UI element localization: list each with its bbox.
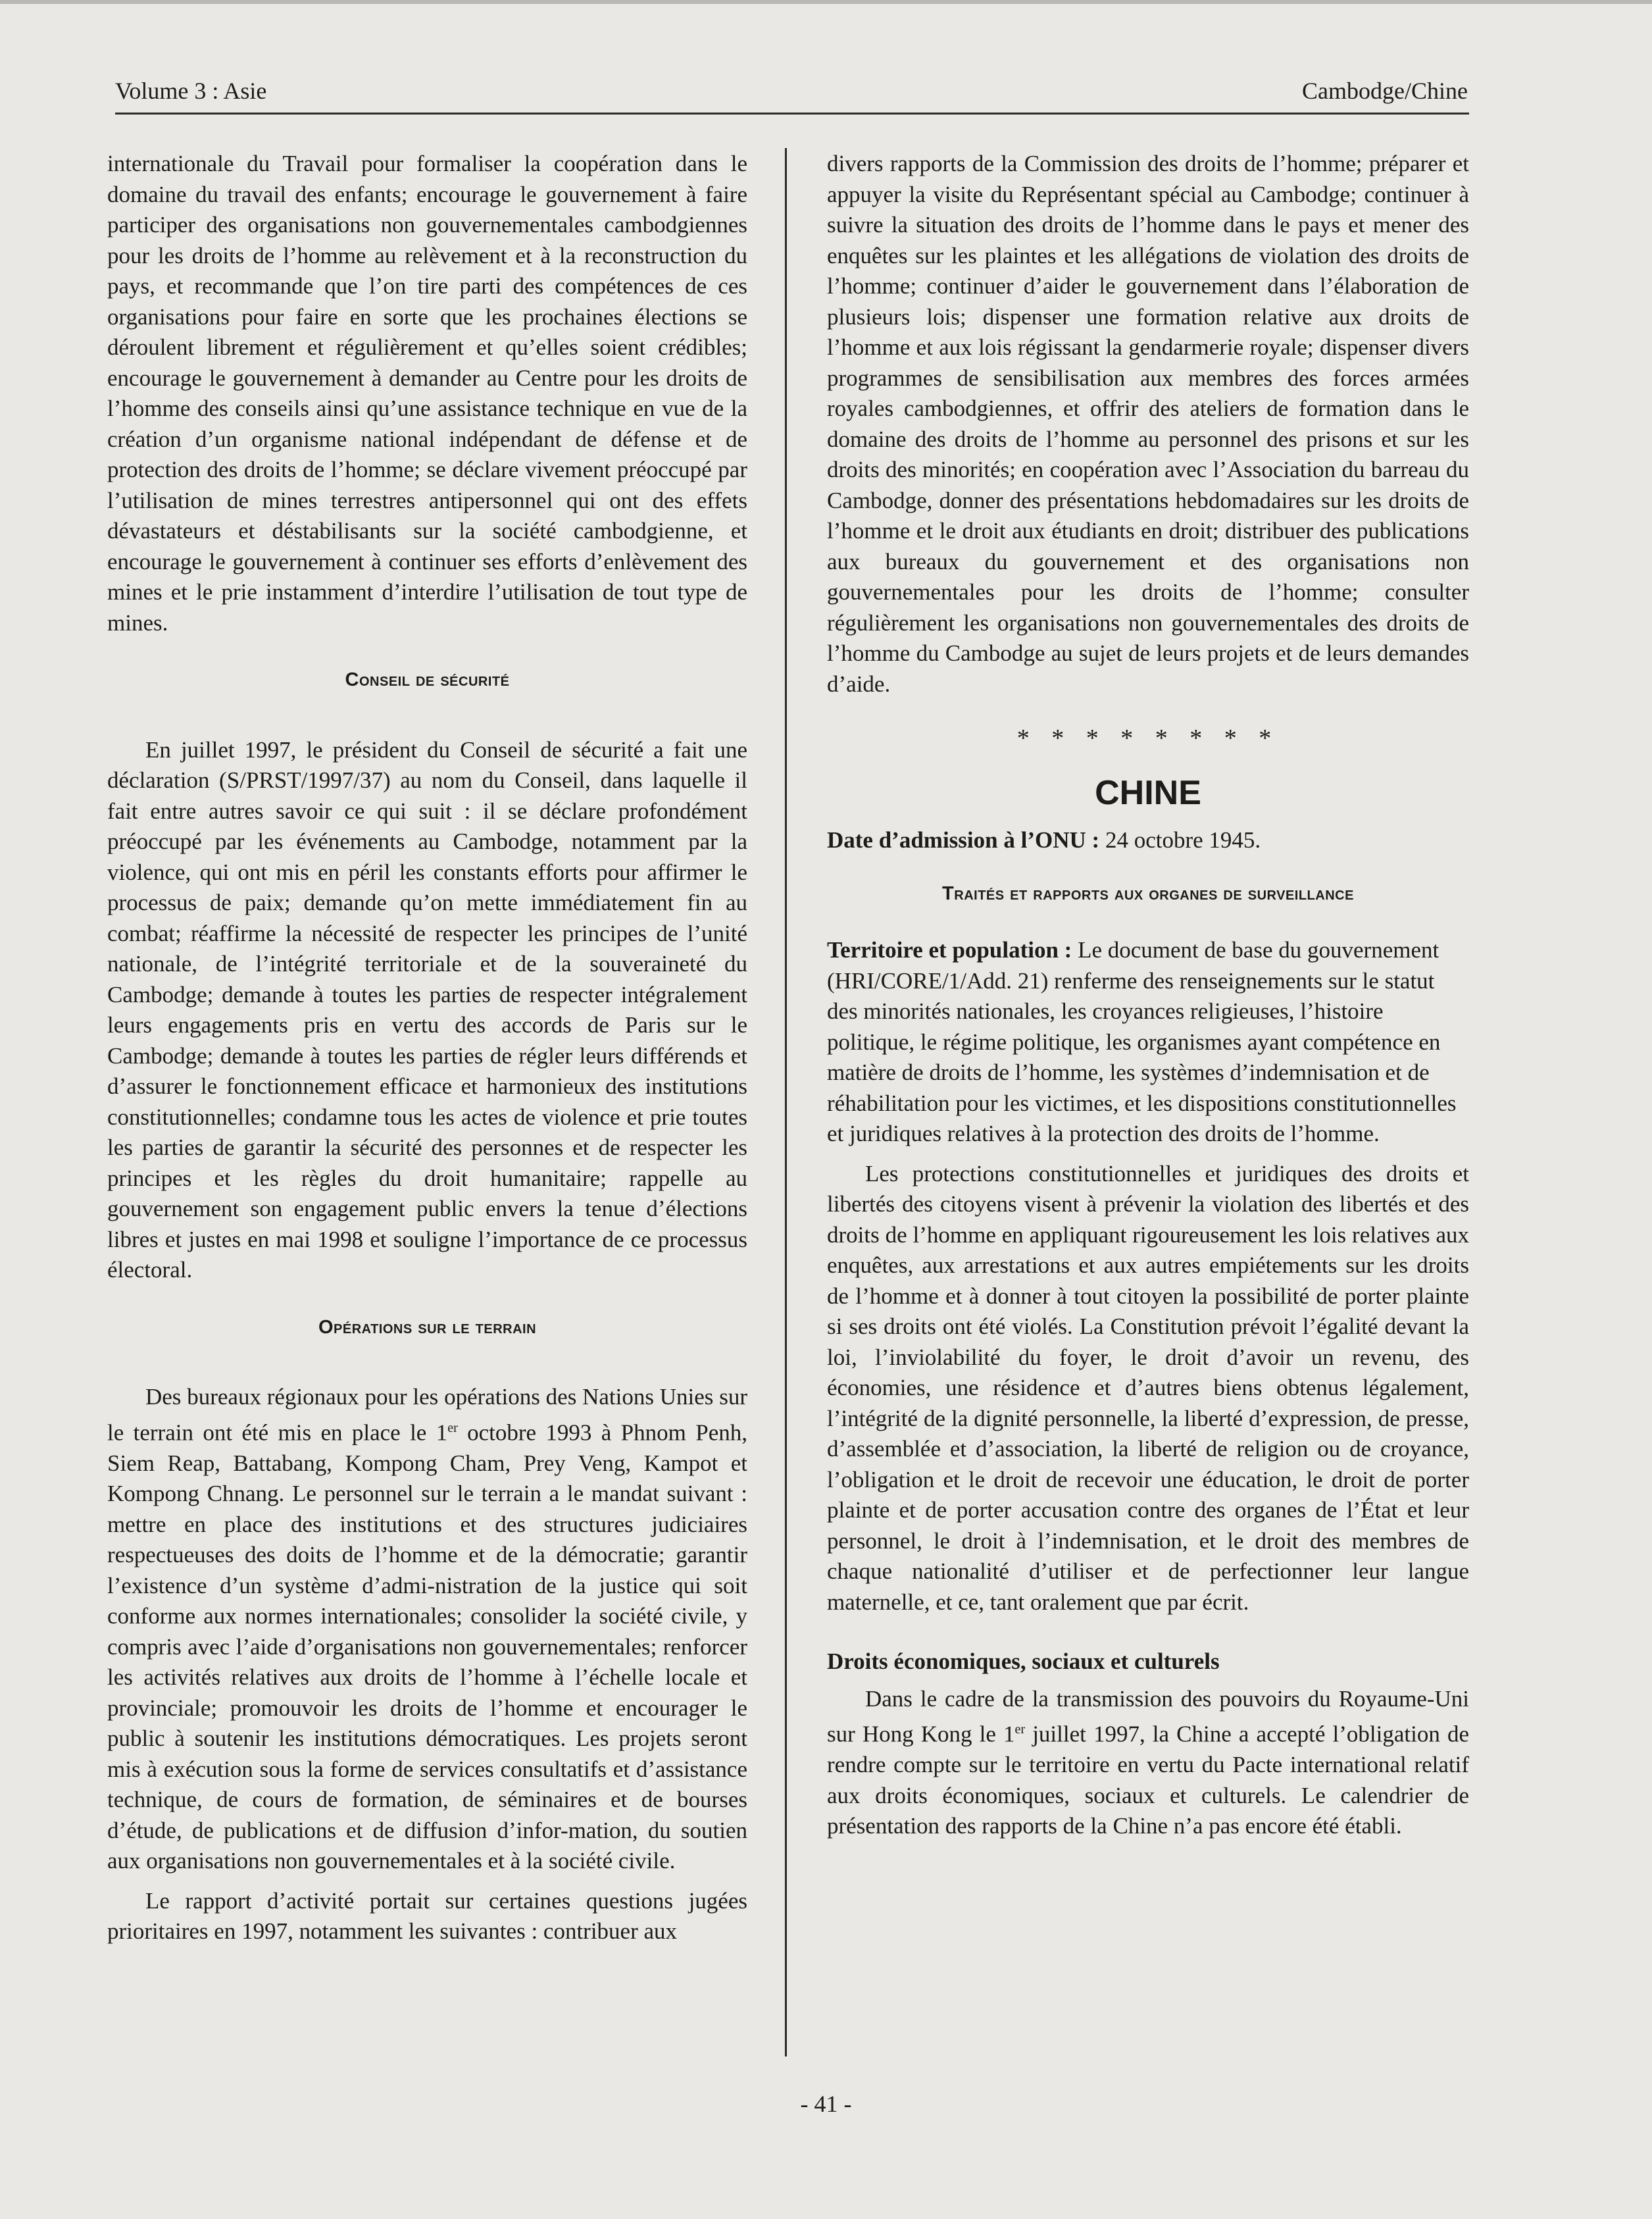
scan-top-edge [0, 0, 1652, 4]
running-header-left: Volume 3 : Asie [115, 78, 267, 104]
admission-label: Date d’admission à l’ONU : [827, 827, 1100, 853]
paragraph-field-operations [107, 1382, 747, 1877]
paragraph-protections: Les protections constitutionnelles et juridiques des droits et libertés des citoyens visent à prévenir la violation des libertés et des droits de l’homme en appliquant rigoureusement les lois relatives aux enquêtes, aux arrestations et aux autres empiétements sur les droits de l’homme et à donner à tout citoyen la possibilité de porter plainte si ses droits ont été violés. La Constitution prévoit l’égalité devant la loi, l’inviolabilité du foyer, le droit d’avoir un revenu, des économies, une résidence et d’autres biens obtenus légalement, l’intégrité de la dignité personnelle, la liberté d’expression, de presse, d’assemblée et d’association, la liberté de religion ou de croyance, l’obligation et le droit de recevoir une éducation, le droit de porter plainte et de porter accusation contre des organes de l’État et leur personnel, le droit à l’indemnisation, et le droit des membres de chaque nationalité d’utiliser et de perfectionner leur langue maternelle, et ce, tant oralement que par écrit. [827, 1160, 1469, 1615]
page-number: - 41 - [800, 2091, 852, 2117]
heading-operations-terrain [107, 1312, 747, 1343]
header-rule [115, 113, 1469, 115]
paragraph-report-continued: divers rapports de la Commission des droits de l’homme; préparer et appuyer la visite du Représentant spécial au Cambodge; continuer à suivre la situation des droits de l’homme dans le pays et mener des enquêtes sur les plaintes et les allégations de violation des droits de l’homme; continuer d’aider le gouvernement dans l’élaboration de plusieurs lois; dispenser une formation relative aux droits de l’homme et aux lois régissant la gendarmerie royale; dispenser divers programmes de sensibilisation aux membres des forces armées royales cambodgiennes, et offrir des ateliers de formation dans le domaine des droits de l’homme au personnel des prisons et sur les droits des minorités; en coopération avec l’Association du barreau du Cambodge, donner des présentations hebdomadaires sur les droits de l’homme et le droit aux étudiants en droit; distribuer des publications aux bureaux du gouvernement et des organisations non gouvernementales pour les droits de l’homme; consulter régulièrement les organisations non gouvernementales des droits de l’homme du Cambodge au sujet de leurs projets et de leurs demandes d’aide. [827, 151, 1469, 697]
paragraph-labour: internationale du Travail pour formaliser la coopération dans le domaine du travail des enfants; encourage le gouvernement à faire participer des organisations non gouvernementales cambodgiennes pour les droits de l’homme au relèvement et à la reconstruction du pays, et recommande que l’on tire parti des compétences de ces organisations pour faire en sorte que les prochaines élections se déroulent librement et régulièrement et qu’elles soient crédibles; encourage le gouvernement à demander au Centre pour les droits de l’homme des conseils ainsi qu’une assistance technique en vue de la création d’un organisme national indépendant de défense et de protection des droits de l’homme; se déclare vivement préoccupé par l’utilisation de mines terrestres antipersonnel qui ont des effets dévastateurs et déstabilisants sur la société cambodgienne, et encourage le gouvernement à continuer ses efforts d’enlèvement des mines et le prie instamment d’interdire l’utilisation de tout type de mines. [107, 151, 747, 636]
country-title: CHINE [1095, 773, 1201, 812]
right-column [827, 149, 1469, 1842]
left-column [107, 149, 747, 1947]
superscript: er [447, 1420, 458, 1435]
column-divider [785, 148, 787, 2056]
paragraph-activity-report: Le rapport d’activité portait sur certaines questions jugées prioritaires en 1997, notamment les suivantes : contribuer aux [107, 1887, 747, 1945]
superscript: er [1014, 1722, 1026, 1737]
running-header-right: Cambodge/Chine [1302, 78, 1468, 104]
paragraph-security-council: En juillet 1997, le président du Conseil de sécurité a fait une déclaration (S/PRST/1997/37) au nom du Conseil, dans laquelle il fait entre autres savoir ce qui suit : il se déclare profondément préoccupé par les événements au Cambodge, notamment par la violence, qui ont mis en péril les constants efforts pour affirmer le processus de paix; demande qu’on mette immédiatement fin au combat; réaffirme la nécessité de respecter les principes de l’unité nationale, de l’intégrité territoriale et de la souveraineté du Cambodge; demande à toutes les parties de respecter intégralement leurs engagements pris en vertu des accords de Paris sur le Cambodge; demande à toutes les parties de régler leurs différends et d’assurer le fonctionnement efficace et harmonieux des institutions constitutionnelles; condamne tous les actes de violence et prie toutes les parties de garantir la sécurité des personnes et de respecter les principes et les règles du droit humanitaire; rappelle au gouvernement son engagement public envers la tenue d’élections libres et justes en mai 1998 et souligne l’importance de ce processus électoral. [107, 736, 747, 1283]
section-separator-stars: * * * * * * * * [1016, 725, 1280, 752]
admission-date [827, 825, 1469, 856]
paragraph-territory [827, 935, 1469, 1150]
heading-droits-economiques: Droits économiques, sociaux et culturels [827, 1648, 1220, 1674]
heading-text: Opérations sur le terrain [318, 1316, 537, 1338]
text-run: juillet 1997, la Chine a accepté l’obligation de rendre compte sur le territoire en vertu du Pacte international relatif aux droits économiques, sociaux et culturels. Le calendrier de présentation des rapports de la Chine n’a pas encore été établi. [827, 1721, 1469, 1839]
heading-text: Traités et rapports aux organes de surveillance [942, 882, 1354, 904]
heading-conseil-securite [107, 665, 747, 696]
territory-label: Territoire et population : [827, 937, 1072, 963]
heading-traites [827, 879, 1469, 909]
text-run: Dans le cadre de la transmission des pouvoirs du Royaume-Uni sur Hong Kong le 1 [827, 1685, 1469, 1747]
text-run: Des bureaux régionaux pour les opérations des Nations Unies sur le terrain ont été mis en place le 1 [107, 1384, 747, 1446]
territory-text: Le document de base du gouvernement (HRI/CORE/1/Add. 21) renferme des renseignements sur le statut des minorités nationales, les croyances religieuses, l’histoire politique, le régime politique, les organismes ayant compétence en matière de droits de l’homme, les systèmes d’indemnisation et de réhabilitation pour les victimes, et les dispositions constitutionnelles et juridiques relatives à la protection des droits de l’homme. [827, 937, 1457, 1146]
admission-value: 24 octobre 1945. [1099, 827, 1261, 853]
paragraph-hong-kong [827, 1684, 1469, 1842]
heading-text: Conseil de sécurité [345, 669, 510, 690]
text-run: octobre 1993 à Phnom Penh, Siem Reap, Battabang, Kompong Cham, Prey Veng, Kampot et Kompong Chnang. Le personnel sur le terrain a le mandat suivant : mettre en place des institutions et des structures judiciaires respectueuses des doits de l’homme et de la démocratie; garantir l’existence d’un système d’admi-nistration de la justice qui soit conforme aux normes internationales; consolider la société civile, y compris avec l’aide d’organisations non gouvernementales; renforcer les activités relatives aux droits de l’homme à l’échelle locale et provinciale; promouvoir les droits de l’homme et encourager le public à soutenir les institutions démocratiques. Les projets seront mis à exécution sous la forme de services consultatifs et d’assistance technique, de cours de formation, de séminaires et de bourses d’étude, de publications et de diffusion d’infor-mation, du soutien aux organisations non gouvernementales et à la société civile. [107, 1419, 747, 1874]
